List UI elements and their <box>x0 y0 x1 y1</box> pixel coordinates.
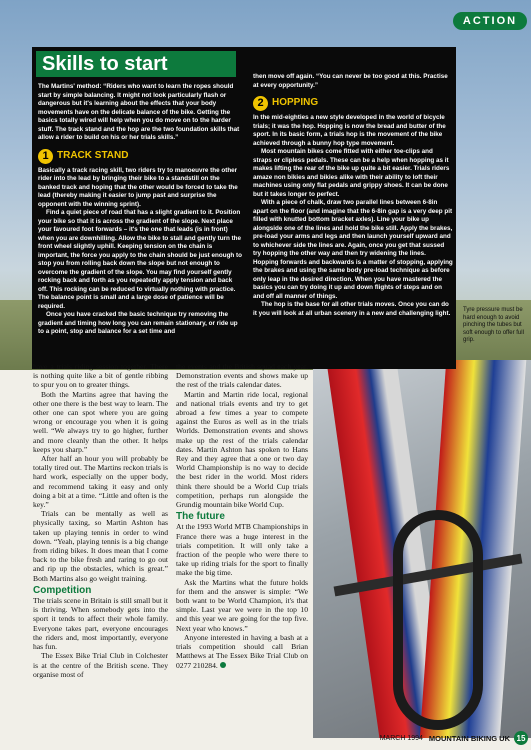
paragraph: Martin and Martin ride local, regional and national trials events and try to get abroad a few times a year to compete against the Euros as well as in the trials Worlds. Demonstration events and shows make up the rest of the trials calendar dates. Martin Ashton has spoken to Hans Rey and they agree that a one or two day World Championship is no way to decide the best rider in the world. Most riders think there should be a World Cup trials competition, perhaps run alongside the Grundig mountain bike World Cup. <box>176 389 308 510</box>
panel-title: Skills to start <box>42 52 168 75</box>
hopping-heading <box>253 96 453 111</box>
panel-title-bar <box>36 51 236 77</box>
section-tab: ACTION <box>453 12 527 30</box>
paragraph: Most mountain bikes come fitted with either toe-clips and straps or clipless pedals. These can be a help when hopping as it makes lifting the rear of the bike up quite a bit easier. Trials riders amaze non bikies and bikies alike with their ability to loft their machines using only flat pedals and grippy shoes. It can be done but it takes longer to perfect. <box>253 148 450 198</box>
future-heading: The future <box>176 511 225 523</box>
number-badge: 2 <box>253 96 268 111</box>
photo-caption: Tyre pressure must be hard enough to avoid pinching the tubes but soft enough to offer full grip. <box>463 307 524 343</box>
paragraph: The Essex Bike Trial Club in Colchester is at the centre of the British scene. They organise most of <box>33 651 168 679</box>
paragraph-text: Anyone interested in having a bash at a trials competition should call Brian Matthews at The Essex Bike Trial Club on 0277 210284. <box>176 632 308 670</box>
closing-paragraph <box>176 633 308 670</box>
subheading: HOPPING <box>272 97 319 109</box>
panel-intro: The Martins' method: “Riders who want to learn the ropes should start by simple balancing. It might not look particularly flash or dangerous but it's learning about the effects that your body movements have on the delicate balance of the bike. Getting the basics totally wired will help when you do move on to the harder stuff. The track stand and the hop are the two foundation skills that allow a rider to build on his or her trials skills.” <box>38 83 240 141</box>
issue-date: MARCH 1994 <box>379 734 423 742</box>
paragraph: With a piece of chalk, draw two parallel lines between 6-8in apart on the floor (and imagine that the 6-8in gap is a very deep pit filled with knutted bottom bracket axles). Line your bike up alongside one of the lines and hold the bike still. Apply the brakes, pre-load your arms and legs and then launch yourself upward and to whichever side the lines are. Again, once you get that sussed try hopping the other way and then try widening the lines. Hopping forwards and backwards is a matter of stopping, applying the brakes and using the same body pre-load technique as before only leap in the desired direction. When you have mastered the basics you can try doing it up and down flights of steps and on and off all manner of things. <box>253 199 453 300</box>
paragraph: The trials scene in Britain is still small but it is thriving. When somebody gets into the sport it tends to affect their whole family. Everyone takes part, everyone encourages the riders and, most importantly, everyone has fun. <box>33 596 168 652</box>
competition-heading: Competition <box>33 584 92 596</box>
paragraph: Ask the Martins what the future holds for them and the answer is simple: “We both want to be World Champion, it's that simple. Last year we were in the top 10 and this year we are going for the top five. Next year who knows.” <box>176 577 308 633</box>
panel-right-column <box>253 73 453 318</box>
paragraph: Once you have cracked the basic technique try removing the gradient and timing how long you can remain stationary, or ride up to a point, stop and balance for a set time and <box>38 311 238 335</box>
paragraph: In the mid-eighties a new style developed in the world of bicycle trials; it was the hop. Hopping is now the bread and butter of the sport. In its basic form, a trials hop is the movement of the bike achieved through a bunny hop type movement. <box>253 114 446 147</box>
paragraph: Both the Martins agree that having the other one there is the best way to learn. The other one can spot where you are going wrong or encourage you when it is going well. “We always try to go higher, further and more cleanly than the other. It helps keeps you sharp.” <box>33 389 168 454</box>
paragraph: have a trials riding session together. There is nothing quite like a bit of gentle ribbing to spur you on to greater things. <box>33 362 168 390</box>
paragraph: Find a quiet piece of road that has a slight gradient to it. Position your bike so that it is across the gradient of the slope. Next place your favoured foot forwards – it's the one that leads (is in front) when you are downhilling. Allow the bike to stall and gently turn the front wheel slightly uphill. Keeping tension on the chain is important, the force you apply to the chain should be just enough to stop you from rolling back down the slope but not enough to overcome the gradient of the slope. You may find yourself gently rocking back and forth as you repeatedly apply tension and back off. This rocking can be reduced to virtually nothing with practice. The balance point is small and a large dose of patience will be required. <box>38 209 242 310</box>
publication-name: MOUNTAIN BIKING UK <box>428 733 510 743</box>
track-stand-heading <box>38 149 243 164</box>
page-number: 15 <box>514 731 528 745</box>
paragraph: Trials can be mentally as well as physically taxing, so Martin Ashton has taken up playing tennis in order to wind down. “Yeah, playing tennis is a big change from riding bikes. It does mean that I come back to the bike fresh and raring to go out and rip up the obstacles, which is great.” Both Martins also go weight training. <box>33 509 168 583</box>
paragraph: the events and the British squad each year. Demonstration events and shows make up the rest of the trials calendar dates. <box>176 362 308 390</box>
body-column-1 <box>33 362 168 679</box>
track-stand-body <box>38 167 243 337</box>
rider-photo <box>313 360 531 738</box>
body-column-2 <box>176 362 308 670</box>
paragraph: The hop is the base for all other trials moves. Once you can do it you will look at all urban scenery in a new and challenging light. <box>253 301 451 317</box>
end-mark-icon <box>220 662 226 668</box>
panel-left-column <box>38 83 243 337</box>
paragraph: then move off again. “You can never be too good at this. Practise at every opportunity.” <box>253 73 448 89</box>
paragraph: Basically a track racing skill, two riders try to manoeuvre the other rider into the lead by bringing their bike to a standstill on the banked track and hoping that the other would be forced to take the lead (thereby making it easier to jump past and surprise the opponent with the winning sprint). <box>38 166 238 208</box>
bike-wheel <box>393 510 483 730</box>
hopping-body <box>253 114 453 318</box>
paragraph: After half an hour you will probably be totally tired out. The Martins reckon trials is hard work, especially on the upper body, and recommend taking it easy and only doing a bit at a time. “Little and often is the key.” <box>33 454 168 510</box>
number-badge: 1 <box>38 149 53 164</box>
subheading: TRACK STAND <box>57 149 129 161</box>
skills-panel <box>32 47 456 369</box>
page-footer <box>360 731 528 745</box>
paragraph: At the 1993 World MTB Championships in France there was a huge interest in the trials competition. It will only take a fraction of the people who were there to take up riding trials for the sport to finally make the big time. <box>176 522 308 578</box>
